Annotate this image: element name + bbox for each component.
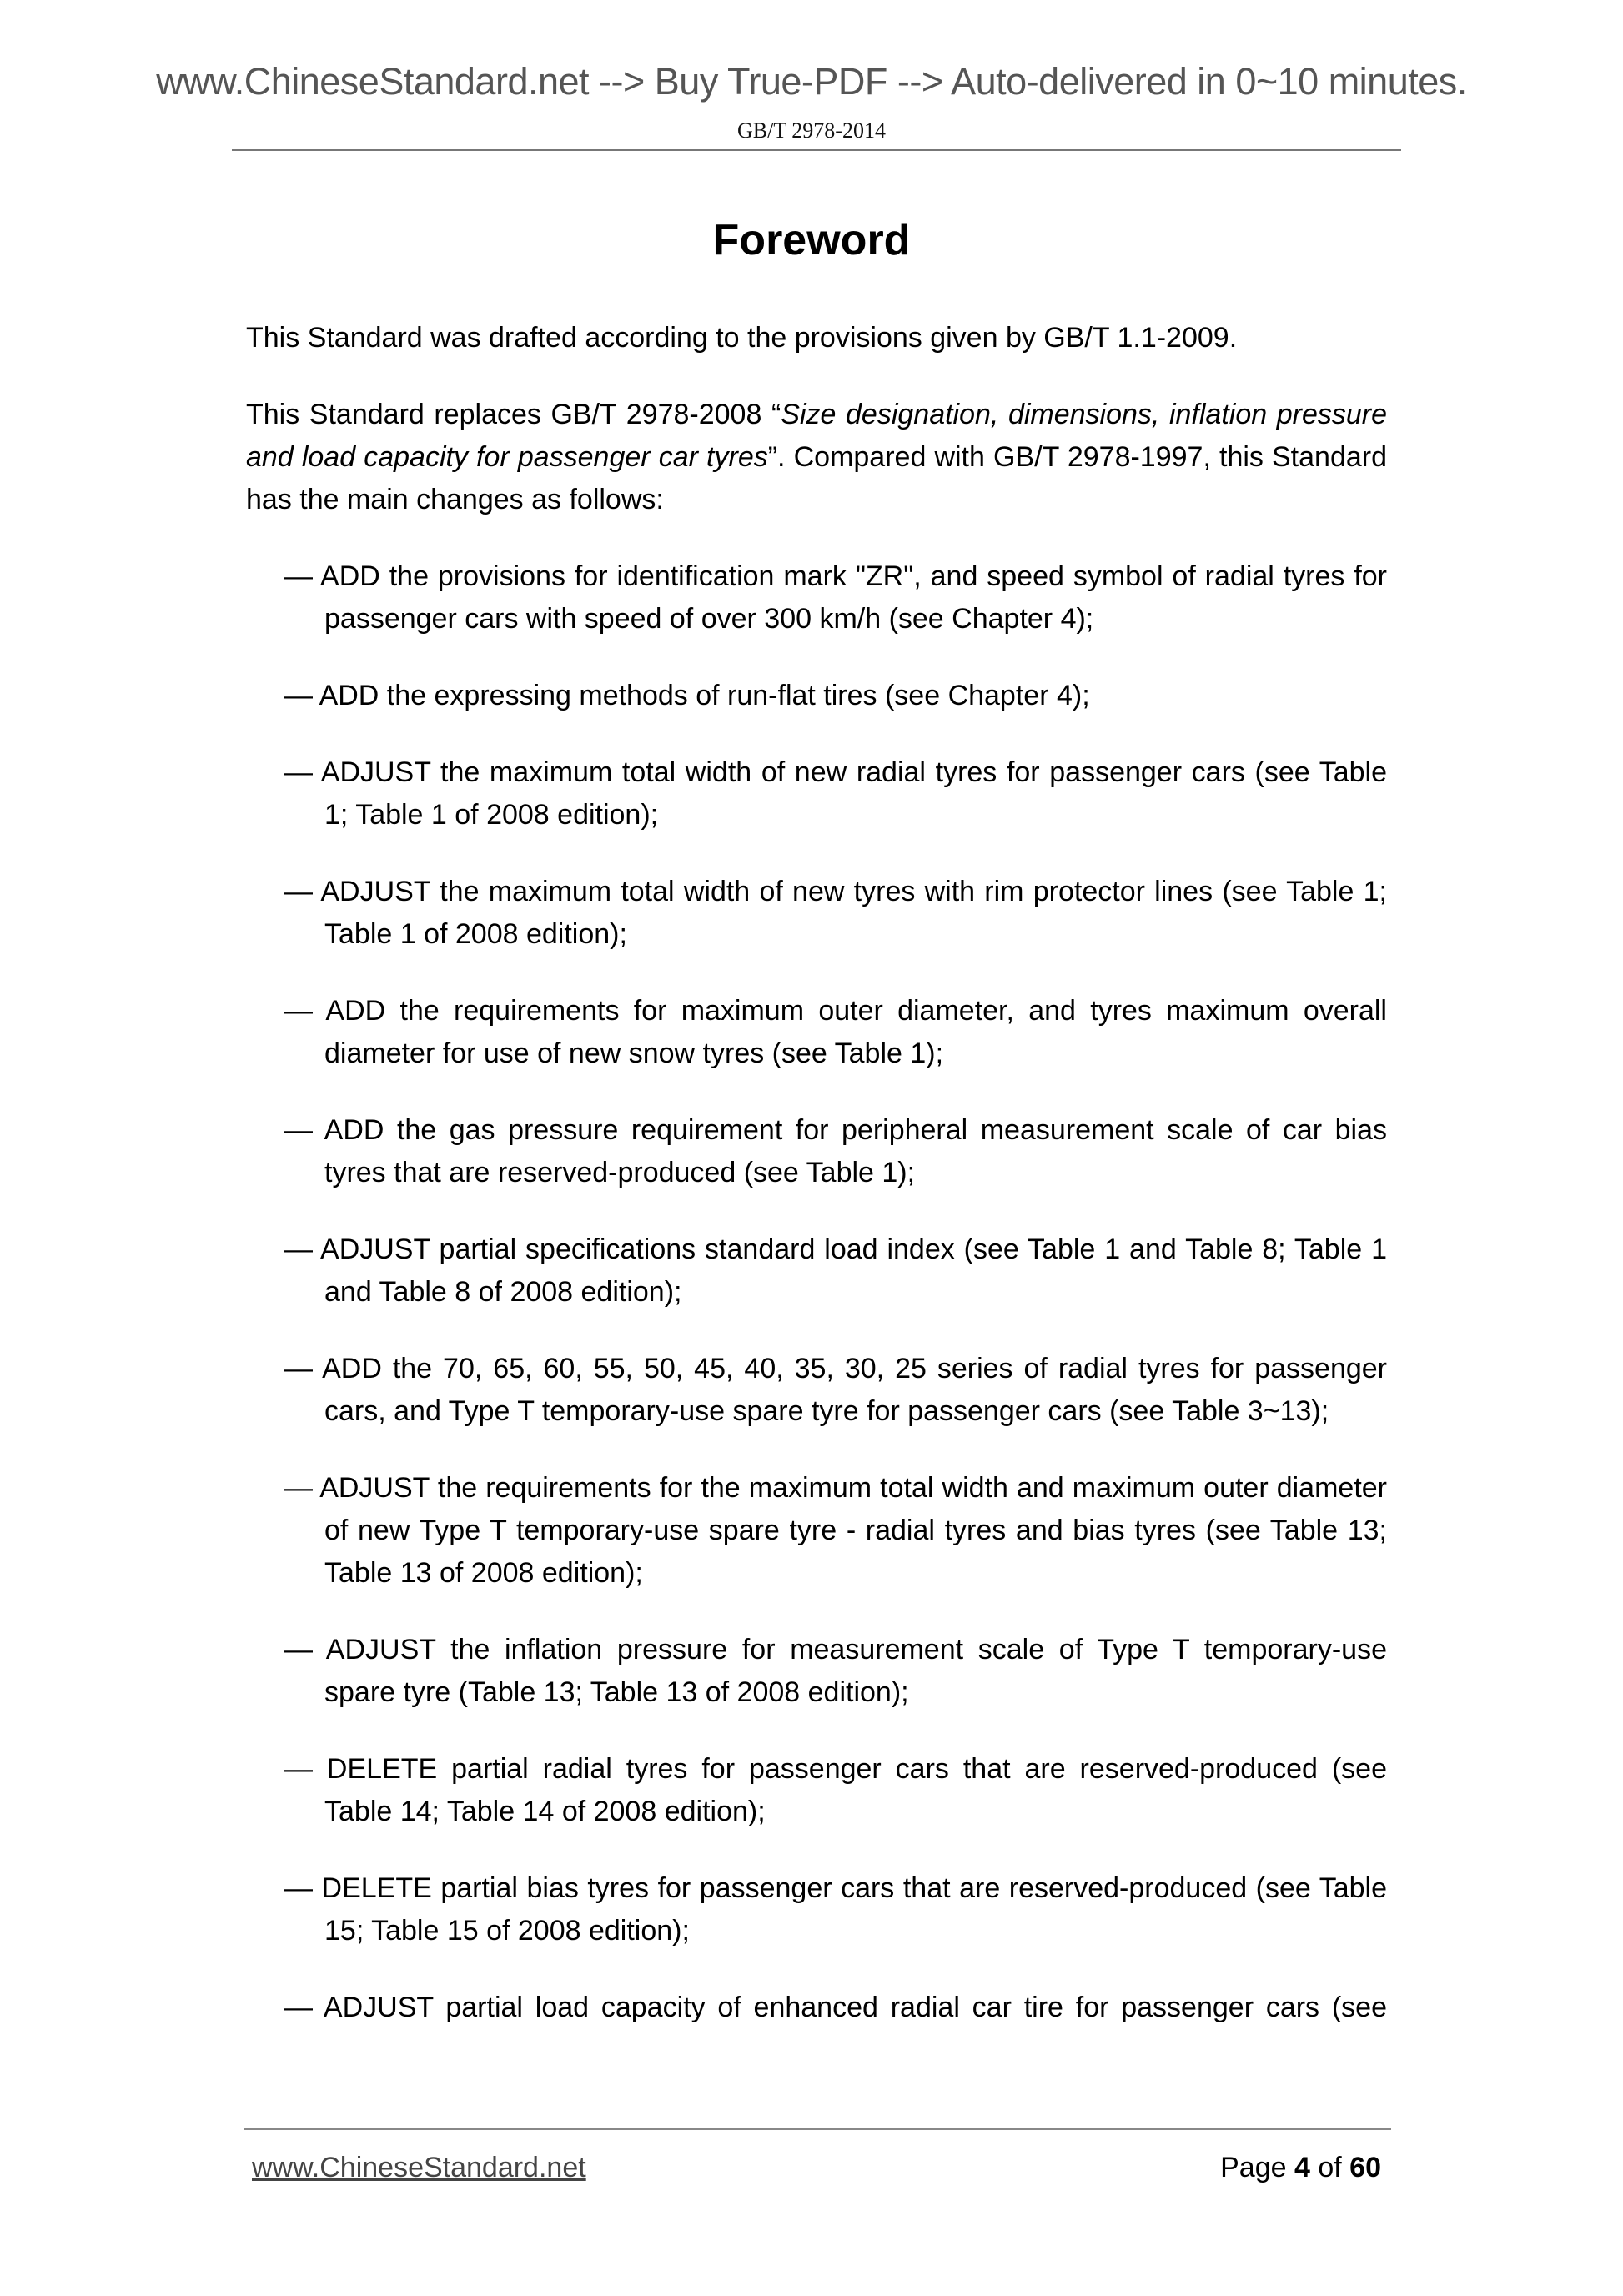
change-item: — ADD the gas pressure requirement for peripheral measurement scale of car bias tyres that are reserved-produced (see Table 1); [284, 1114, 1387, 1188]
change-item: — ADJUST partial load capacity of enhanced radial car tire for passenger cars (see [284, 1992, 1387, 2023]
change-item: — ADD the requirements for maximum outer diameter, and tyres maximum overall diameter for use of new snow tyres (see Table 1); [284, 995, 1387, 1069]
change-item: — DELETE partial bias tyres for passenger cars that are reserved-produced (see Table 15; Table 15 of 2008 edition); [284, 1872, 1387, 1947]
change-item: — ADD the expressing methods of run-flat tires (see Chapter 4); [284, 680, 1090, 711]
page-of: of [1318, 2152, 1342, 2183]
change-item: — ADJUST the requirements for the maximum total width and maximum outer diameter of new Type T temporary-use spare tyre - radial tyres and bias tyres (see Table 13; Table 13 of 2008 edition); [284, 1472, 1387, 1589]
page-total: 60 [1349, 2152, 1381, 2183]
footer-divider [244, 2128, 1391, 2130]
change-item: — ADD the 70, 65, 60, 55, 50, 45, 40, 35, 30, 25 series of radial tyres for passenger cars, and Type T temporary-use spare tyre for passenger cars (see Table 3~13); [284, 1353, 1387, 1427]
site-banner: www.ChineseStandard.net --> Buy True-PDF --> Auto-delivered in 0~10 minutes. [156, 60, 1467, 103]
change-item: — ADJUST the inflation pressure for measurement scale of Type T temporary-use spare tyre (Table 13; Table 13 of 2008 edition); [284, 1634, 1387, 1708]
text: This Standard replaces GB/T 2978-2008 “ [246, 399, 781, 430]
change-item: — ADJUST the maximum total width of new tyres with rim protector lines (see Table 1; Table 1 of 2008 edition); [284, 876, 1387, 950]
standard-code: GB/T 2978-2014 [737, 118, 886, 143]
paragraph-replaces [246, 394, 1387, 521]
page-label: Page [1220, 2152, 1287, 2183]
change-item: — ADJUST the maximum total width of new radial tyres for passenger cars (see Table 1; Table 1 of 2008 edition); [284, 756, 1387, 831]
header-divider [232, 149, 1401, 151]
footer-site-link[interactable]: www.ChineseStandard.net [252, 2152, 586, 2183]
page-number [1220, 2152, 1381, 2184]
paragraph-drafting: This Standard was drafted according to the provisions given by GB/T 1.1-2009. [246, 322, 1238, 354]
page-title: Foreword [712, 216, 911, 264]
text: ”. Compared with GB/T 2978-1997, this Standard has the main changes as follows: [246, 441, 1388, 515]
change-item: — DELETE partial radial tyres for passenger cars that are reserved-produced (see Table 14; Table 14 of 2008 edition); [284, 1753, 1387, 1827]
foreword-body [246, 317, 1387, 2063]
change-item: — ADJUST partial specifications standard load index (see Table 1 and Table 8; Table 1 and Table 8 of 2008 edition); [284, 1233, 1387, 1308]
page-current: 4 [1294, 2152, 1310, 2183]
change-item: — ADD the provisions for identification mark "ZR", and speed symbol of radial tyres for passenger cars with speed of over 300 km/h (see Chapter 4); [284, 560, 1387, 635]
standard-title-italic: Size designation, dimensions, inflation pressure and load capacity for passenger car tyres [246, 399, 1387, 473]
